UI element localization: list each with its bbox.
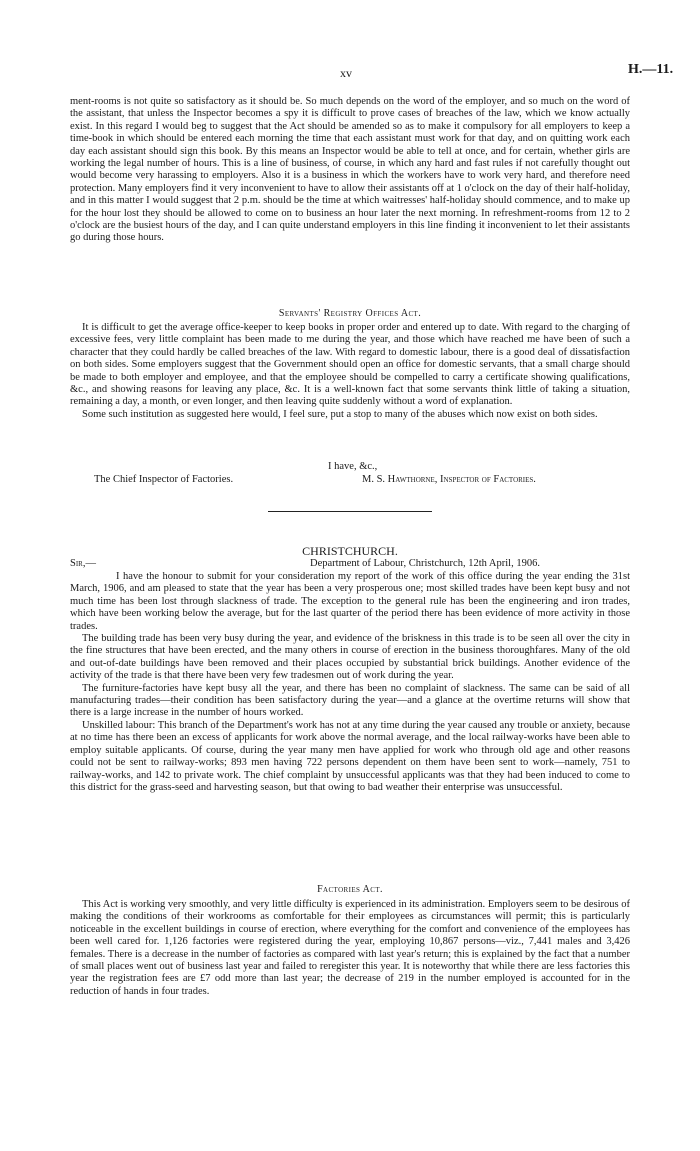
paragraph: The furniture-factories have kept busy all the year, and there has been no complaint of slackness. The same can be said of all manufacturing trades—their condition has been satisfactory during the year—and a glance at the overtime returns will show that there is a large increase in the number of hours worked. [70,682,630,719]
letterhead: Department of Labour, Christchurch, 12th April, 1906. [310,558,540,569]
paragraph: The building trade has been very busy during the year, and evidence of the briskness in this trade is to be seen all over the city in the fine structures that have been erected, and the many others in course of erection in the business thoroughfares. Many of the old and out-of-date buildings have been removed and their places occupied by substantial brick buildings. Another evidence of the activity of the trade is that there have been very few tradesmen out of work during the year. [70,633,630,682]
paragraph: I have the honour to submit for your consideration my report of the work of this office during the year ending the 31st March, 1906, and am pleased to state that the year has been a very prosperous one; most skilled trades have been kept busy and not much time has been lost through slackness of trade. The exception to the general rule has been the engineering and iron trades, which have been working below the average, but for the last quarter of the period there has been evidence of more activity in those trades. [70,571,630,632]
factories-act-text [70,899,630,998]
paragraph: Unskilled labour: This branch of the Department's work has not at any time during the year caused any trouble or anxiety, because at no time has there been an excess of applicants for work above the normal average, and the local railway-works have been able to employ suitable applicants. Of course, during the year many men have applied for work who through old age and other reasons could not be sent to railway-works; 893 men having 722 persons dependent on them have been sent to work—namely, 751 to railway-works, and 142 to private work. The chief complaint by unsuccessful applicants was that they had been induced to come to this district for the grass-seed and harvesting season, but that owing to bad weather their enterprise was unsuccessful. [70,719,630,793]
section-heading-servants-registry: Servants' Registry Offices Act. [278,308,422,319]
closing-line: I have, &c., [328,461,378,472]
paragraph: This Act is working very smoothly, and very little difficulty is experienced in its administration. Employers seem to be desirous of making the conditions of their workrooms as comfortable for their employees as circumstances will permit; this is particularly noticeable in the excellent buildings in course of erection, where everything for the comfort and convenience of the employees has been well cared for. 1,126 factories were registered during the year, employing 10,867 persons—viz., 7,441 males and 3,426 females. There is a decrease in the number of factories as compared with last year's return; this is explained by the fact that a number of small places went out of business last year and failed to reregister this year. It is noteworthy that while there are less factories this year the registration fees are £7 odd more than last year; the decrease of 219 in the number employed is accounted for in the reduction of hands in four trades. [70,899,630,997]
section-continued-text [70,96,630,245]
salutation: Sir,— [70,558,96,569]
report-title: CHRISTCHURCH. [302,544,398,558]
addressee: The Chief Inspector of Factories. [94,474,234,485]
page-header [0,62,700,86]
paragraph: It is difficult to get the average office-keeper to keep books in proper order and entered up to date. With regard to the charging of excessive fees, very little complaint has been made to me during the year, and those which have reached me have been of such a character that they could hardly be called breaches of the law. With regard to domestic labour, there is a good deal of dissatisfaction on both sides. Some employers suggest that the Government should open an office for domestic servants, that a small charge should be made to both employer and employee, and that the employee should be compelled to carry a certificate showing qualifications, &c., and showing reasons for leaving any place, &c. It is a well-known fact that some servants think little of taking a situation, remaining a day, a month, or even longer, and then leaving quite suddenly without a word of explanation. [70,322,630,408]
christchurch-report-text [70,571,630,794]
section-heading-factories-act: Factories Act. [317,884,383,895]
servants-registry-text [70,322,630,421]
section-divider [268,511,432,512]
paragraph: ment-rooms is not quite so satisfactory as it should be. So much depends on the word of the employer, and so much on the word of the assistant, that unless the Inspector becomes a spy it is difficult to prove cases of breaches of the law, which we know actually exist. In this regard I would beg to suggest that the Act should be amended so as to make it compulsory for all employers to keep a time-book in which should be entered each morning the time that each assistant must work for that day, and on quitting work each day each assistant should sign this book. By this means an Inspector would be able to tell at once, and for certain, whether girls are working the legal number of hours. This is a line of business, of course, in which any hard and fast rules if not carefully thought out would become very harassing to employers. Also it is a business in which the workers have to work very hard, and therefore need protection. Many employers find it very inconvenient to have to allow their assistants off at 1 o'clock on the day of their half-holiday, and in this matter I would suggest that 2 p.m. should be the time at which waitresses' half-holiday should commence, and to make up for the hour lost they should be allowed to come on to business an hour later the next morning. In refreshment-rooms from 12 to 2 o'clock are the busiest hours of the day, and I can quite understand employers in this line finding it inconvenient to let their assistants go during those hours. [70,96,630,244]
signatory: M. S. Hawthorne, Inspector of Factories. [362,474,536,485]
page-number: xv [340,66,352,80]
paragraph: Some such institution as suggested here would, I feel sure, put a stop to many of the abuses which now exist on both sides. [82,408,598,420]
document-reference: H.—11. [628,62,674,77]
